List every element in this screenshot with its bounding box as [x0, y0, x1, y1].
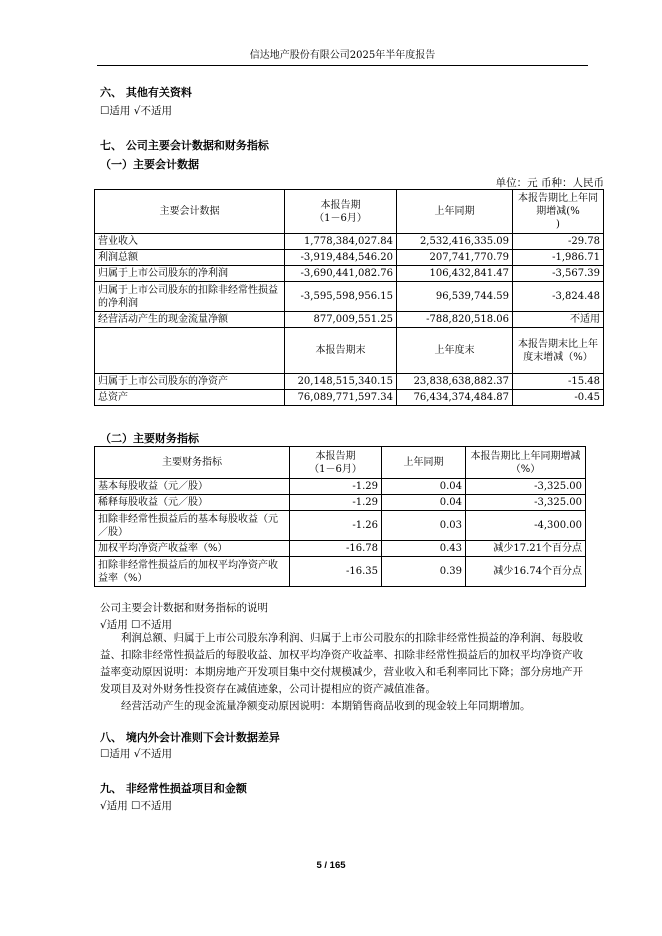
cell-value: -0.45 — [513, 390, 604, 406]
financial-indicators-table — [94, 446, 586, 587]
row-label: 加权平均净资产收益率（%） — [95, 541, 290, 557]
cell-value: 207,741,770.79 — [397, 250, 513, 266]
header-cell — [95, 328, 285, 374]
cell-value: -3,567.39 — [513, 266, 604, 282]
cell-value: 23,838,638,882.37 — [397, 374, 513, 390]
header-cell: 本报告期末 — [285, 328, 397, 374]
section8-title: 八、 境内外会计准则下会计数据差异 — [100, 731, 280, 744]
row-label: 总资产 — [95, 390, 285, 406]
table-row — [95, 479, 586, 495]
cell-value: 96,539,744.59 — [397, 282, 513, 312]
table-subheader-row — [95, 328, 604, 374]
cell-value: 0.43 — [382, 541, 466, 557]
cell-value: -4,300.00 — [466, 511, 586, 541]
cell-value: -1.29 — [290, 495, 382, 511]
cell-value: 76,434,374,484.87 — [397, 390, 513, 406]
section8-options: ☐适用 √不适用 — [100, 748, 172, 760]
cell-value: 减少16.74个百分点 — [466, 557, 586, 587]
cell-value: -788,820,518.06 — [397, 312, 513, 328]
table-row — [95, 374, 604, 390]
cell-value: 20,148,515,340.15 — [285, 374, 397, 390]
table-row — [95, 495, 586, 511]
row-label: 扣除非经常性损益后的基本每股收益（元／股） — [95, 511, 290, 541]
row-label: 扣除非经常性损益后的加权平均净资产收益率（%） — [95, 557, 290, 587]
table-row — [95, 557, 586, 587]
cell-value: -3,325.00 — [466, 479, 586, 495]
cell-value: 2,532,416,335.09 — [397, 234, 513, 250]
cell-value: -1.26 — [290, 511, 382, 541]
header-cell: 本报告期比上年同期增减（%） — [466, 447, 586, 479]
table-header-row — [95, 447, 586, 479]
cell-value: 0.04 — [382, 479, 466, 495]
cell-value: 0.39 — [382, 557, 466, 587]
section6-options: ☐适用 √不适用 — [100, 105, 172, 117]
page-header: 信达地产股份有限公司2025年半年度报告 — [97, 46, 588, 66]
explanation-paragraph-2: 经营活动产生的现金流量净额变动原因说明：本期销售商品收到的现金较上年同期增加。 — [121, 700, 531, 712]
header-cell: 上年同期 — [397, 190, 513, 234]
cell-value: -15.48 — [513, 374, 604, 390]
header-cell: 本报告期比上年同期增减(% ) — [513, 190, 604, 234]
section7-title: 七、 公司主要会计数据和财务指标 — [100, 139, 269, 152]
unit-label: 单位：元 币种：人民币 — [495, 177, 604, 189]
table-header-row — [95, 190, 604, 234]
table-row — [95, 234, 604, 250]
row-label: 稀释每股收益（元／股） — [95, 495, 290, 511]
header-cell: 本报告期 （1－6月） — [290, 447, 382, 479]
table-row — [95, 390, 604, 406]
cell-value: 877,009,551.25 — [285, 312, 397, 328]
cell-value: -3,919,484,546.20 — [285, 250, 397, 266]
row-label: 基本每股收益（元／股） — [95, 479, 290, 495]
header-cell: 主要财务指标 — [95, 447, 290, 479]
row-label: 经营活动产生的现金流量净额 — [95, 312, 285, 328]
explanation-options: √适用 ☐不适用 — [100, 619, 172, 631]
header-cell: 本报告期末比上年度末增减（%） — [513, 328, 604, 374]
header-cell: 本报告期 （1－6月） — [285, 190, 397, 234]
row-label: 营业收入 — [95, 234, 285, 250]
cell-value: -16.78 — [290, 541, 382, 557]
table-row — [95, 312, 604, 328]
cell-value: -29.78 — [513, 234, 604, 250]
cell-value: 1,778,384,027.84 — [285, 234, 397, 250]
header-cell: 上年度末 — [397, 328, 513, 374]
cell-value: 减少17.21个百分点 — [466, 541, 586, 557]
cell-value: -3,325.00 — [466, 495, 586, 511]
table-row — [95, 511, 586, 541]
cell-value: -3,824.48 — [513, 282, 604, 312]
section7-subtitle-1: （一）主要会计数据 — [100, 158, 199, 171]
cell-value: -3,690,441,082.76 — [285, 266, 397, 282]
table-row — [95, 541, 586, 557]
row-label: 利润总额 — [95, 250, 285, 266]
row-label: 归属于上市公司股东的扣除非经常性损益的净利润 — [95, 282, 285, 312]
cell-value: 76,089,771,597.34 — [285, 390, 397, 406]
main-accounting-table — [94, 189, 604, 406]
cell-value: 0.03 — [382, 511, 466, 541]
table-row — [95, 250, 604, 266]
row-label: 归属于上市公司股东的净利润 — [95, 266, 285, 282]
section7-subtitle-2: （二）主要财务指标 — [100, 432, 199, 445]
section9-options: √适用 ☐不适用 — [100, 800, 172, 812]
section6-title: 六、 其他有关资料 — [100, 86, 192, 99]
page-number: 5 / 165 — [316, 860, 346, 871]
table-row — [95, 266, 604, 282]
cell-value: -16.35 — [290, 557, 382, 587]
cell-value: 0.04 — [382, 495, 466, 511]
cell-value: 106,432,841.47 — [397, 266, 513, 282]
cell-value: -1,986.71 — [513, 250, 604, 266]
cell-value: -3,595,598,956.15 — [285, 282, 397, 312]
section9-title: 九、 非经常性损益项目和金额 — [100, 782, 247, 795]
explanation-paragraph-1: 利润总额、归属于上市公司股东净利润、归属于上市公司股东的扣除非经常性损益的净利润、每股收益、扣除非经常性损益后的每股收益、加权平均净资产收益率、扣除非经常性损益后的加权平均净资产收益率变动原因说明：本期房地产开发项目集中交付规模减少，营业收入和毛利率同比下降；部分房地产开发项目及对外财务性投资存在减值迹象，公司计提相应的资产减值准备。 — [100, 632, 583, 695]
row-label: 归属于上市公司股东的净资产 — [95, 374, 285, 390]
explanation-title: 公司主要会计数据和财务指标的说明 — [100, 602, 268, 614]
cell-value: 不适用 — [513, 312, 604, 328]
header-cell: 主要会计数据 — [95, 190, 285, 234]
header-cell: 上年同期 — [382, 447, 466, 479]
cell-value: -1.29 — [290, 479, 382, 495]
table-row — [95, 282, 604, 312]
